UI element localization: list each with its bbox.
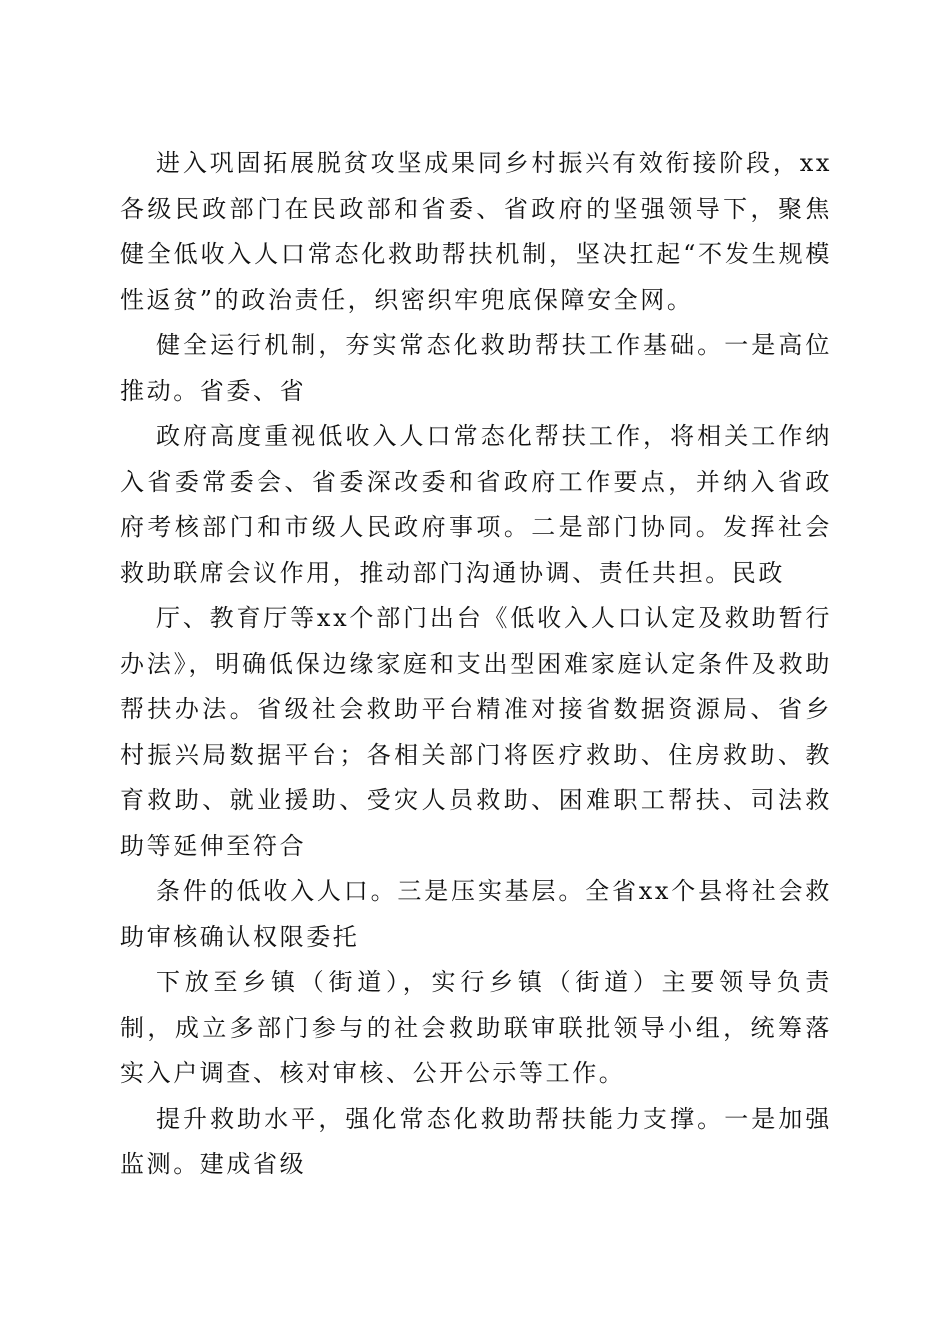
paragraph-3: 政府高度重视低收入人口常态化帮扶工作，将相关工作纳入省委常委会、省委深改委和省政府工作要点，并纳入省政府考核部门和市级人民政府事项。二是部门协同。发挥社会救助联席会议作用，推动部门沟通协调、责任共担。民政	[120, 422, 832, 587]
paragraph-7: 提升救助水平，强化常态化救助帮扶能力支撑。一是加强监测。建成省级	[120, 1104, 832, 1178]
paragraph-5: 条件的低收入人口。三是压实基层。全省xx个县将社会救助审核确认权限委托	[120, 877, 832, 951]
paragraph-4: 厅、教育厅等xx个部门出台《低收入人口认定及救助暂行办法》，明确低保边缘家庭和支出型困难家庭认定条件及救助帮扶办法。省级社会救助平台精准对接省数据资源局、省乡村振兴局数据平台；各相关部门将医疗救助、住房救助、教育救助、就业援助、受灾人员救助、困难职工帮扶、司法救助等延伸至符合	[120, 604, 832, 860]
paragraph-6: 下放至乡镇（街道），实行乡镇（街道）主要领导负责制，成立多部门参与的社会救助联审联批领导小组，统筹落实入户调查、核对审核、公开公示等工作。	[120, 968, 832, 1087]
document-body	[120, 141, 832, 1188]
paragraph-1: 进入巩固拓展脱贫攻坚成果同乡村振兴有效衔接阶段，xx各级民政部门在民政部和省委、省政府的坚强领导下，聚焦健全低收入人口常态化救助帮扶机制，坚决扛起“不发生规模性返贫”的政治责任，织密织牢兜底保障安全网。	[120, 149, 832, 314]
paragraph-2: 健全运行机制，夯实常态化救助帮扶工作基础。一是高位推动。省委、省	[120, 331, 832, 405]
